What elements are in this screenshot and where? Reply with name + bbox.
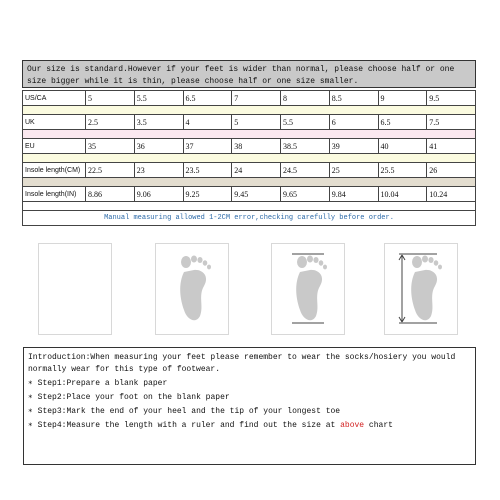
measure-note: Manual measuring allowed 1-2CM error,checking carefully before order. — [22, 211, 476, 226]
row-spacer — [23, 130, 476, 139]
size-cell: 9.25 — [183, 187, 232, 202]
size-cell: 8.86 — [86, 187, 135, 202]
size-table — [22, 90, 476, 211]
size-cell: 9.5 — [427, 91, 476, 106]
size-cell: 9.84 — [329, 187, 378, 202]
foot-on-paper-image — [155, 243, 229, 335]
size-cell: 2.5 — [86, 115, 135, 130]
blank-paper-icon — [39, 244, 111, 334]
size-notice: Our size is standard.However if your feet is wider than normal, please choose half or one size bigger while it is thin, please choose half or one size smaller. — [22, 60, 476, 88]
size-chart — [22, 60, 476, 226]
size-cell: 24 — [232, 163, 281, 178]
size-cell: 22.5 — [86, 163, 135, 178]
size-cell: 8 — [281, 91, 330, 106]
size-cell: 5.5 — [134, 91, 183, 106]
size-cell: 9.06 — [134, 187, 183, 202]
bullet-icon: ∗ — [28, 393, 33, 402]
blank-paper-image — [38, 243, 112, 335]
size-cell: 5.5 — [281, 115, 330, 130]
size-cell: 9.45 — [232, 187, 281, 202]
size-cell: 3.5 — [134, 115, 183, 130]
bullet-icon: ∗ — [28, 421, 33, 430]
instructions-intro: Introduction:When measuring your feet please remember to wear the socks/hosiery you would normally wear for this type of footwear. — [28, 353, 456, 374]
bullet-icon: ∗ — [28, 379, 33, 388]
size-row-label: Insole length(IN) — [23, 187, 86, 202]
size-row-label: US/CA — [23, 91, 86, 106]
size-cell: 40 — [378, 139, 427, 154]
size-cell: 7 — [232, 91, 281, 106]
size-cell: 36 — [134, 139, 183, 154]
measuring-instructions — [23, 347, 476, 465]
foot-marked-image — [271, 243, 345, 335]
measurement-illustrations — [0, 243, 500, 338]
size-cell: 5 — [232, 115, 281, 130]
size-row-label: EU — [23, 139, 86, 154]
highlight-above: above — [340, 421, 365, 430]
size-cell: 35 — [86, 139, 135, 154]
row-spacer — [23, 106, 476, 115]
size-row-label: Insole length(CM) — [23, 163, 86, 178]
size-cell: 23 — [134, 163, 183, 178]
size-cell: 23.5 — [183, 163, 232, 178]
size-cell: 6.5 — [378, 115, 427, 130]
size-cell: 6 — [329, 115, 378, 130]
size-row — [23, 187, 476, 202]
size-cell: 39 — [329, 139, 378, 154]
size-cell: 38 — [232, 139, 281, 154]
size-cell: 5 — [86, 91, 135, 106]
size-row — [23, 91, 476, 106]
footprint-marked-icon — [272, 244, 344, 334]
instruction-step-3: ∗ Step3:Mark the end of your heel and the tip of your longest toe — [28, 407, 341, 416]
instruction-step-2: ∗ Step2:Place your foot on the blank paper — [28, 393, 230, 402]
foot-measured-image — [384, 243, 458, 335]
footprint-icon — [156, 244, 228, 334]
size-cell: 4 — [183, 115, 232, 130]
size-row — [23, 139, 476, 154]
size-row — [23, 115, 476, 130]
size-cell: 24.5 — [281, 163, 330, 178]
size-cell: 9 — [378, 91, 427, 106]
instruction-step-4: ∗ Step4:Measure the length with a ruler and find out the size at above chart — [28, 421, 393, 430]
size-cell: 25.5 — [378, 163, 427, 178]
size-row-label: UK — [23, 115, 86, 130]
size-cell: 7.5 — [427, 115, 476, 130]
bullet-icon: ∗ — [28, 407, 33, 416]
size-cell: 25 — [329, 163, 378, 178]
row-spacer — [23, 178, 476, 187]
row-spacer — [23, 202, 476, 211]
size-cell: 10.24 — [427, 187, 476, 202]
size-cell: 6.5 — [183, 91, 232, 106]
size-cell: 41 — [427, 139, 476, 154]
row-spacer — [23, 154, 476, 163]
size-cell: 8.5 — [329, 91, 378, 106]
size-cell: 9.65 — [281, 187, 330, 202]
size-row — [23, 163, 476, 178]
size-cell: 37 — [183, 139, 232, 154]
size-cell: 38.5 — [281, 139, 330, 154]
size-cell: 26 — [427, 163, 476, 178]
instruction-step-1: ∗ Step1:Prepare a blank paper — [28, 379, 168, 388]
size-cell: 10.04 — [378, 187, 427, 202]
footprint-measured-icon — [385, 244, 457, 334]
